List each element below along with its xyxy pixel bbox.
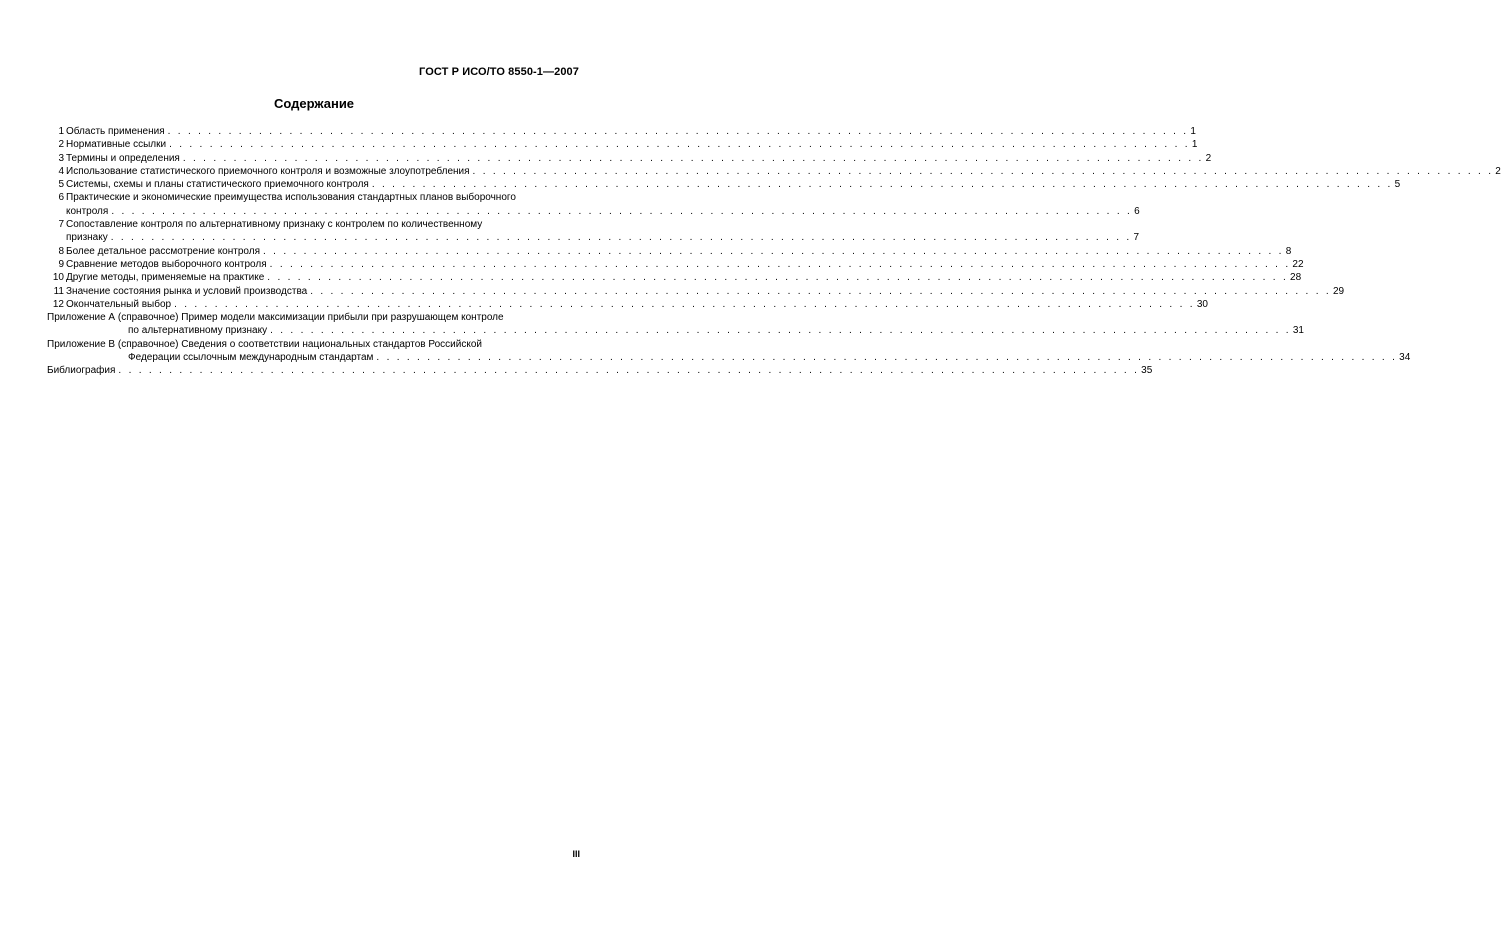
toc-entry-title: Использование статистического приемочного контроля и возможные злоупотребления — [66, 165, 470, 177]
dot-leader: . . . . . . . . . . . . . . . . . . . . . . . . . . . . . . . . . . . . . . . . . . . . . . . . . . . . . . . . . . . . . . . . . . . . . . . . . . . . . . . . . . . . . . . . . . . . . . . . . . . . . — [269, 258, 1291, 270]
toc-entry-title-continued: контроля — [66, 205, 109, 217]
toc-entry-title: Системы, схемы и планы статистического приемочного контроля — [66, 179, 369, 191]
toc-entry-page: 1 — [1191, 139, 1198, 151]
appendix-label: Приложение А (справочное) — [47, 312, 179, 324]
toc-entry — [47, 298, 1208, 311]
dot-leader: . . . . . . . . . . . . . . . . . . . . . . . . . . . . . . . . . . . . . . . . . . . . . . . . . . . . . . . . . . . . . . . . . . . . . . . . . . . . . . . . . . . . . . . . . . . . . . . . . . . . . — [167, 126, 1189, 137]
dot-leader: . . . . . . . . . . . . . . . . . . . . . . . . . . . . . . . . . . . . . . . . . . . . . . . . . . . . . . . . . . . . . . . . . . . . . . . . . . . . . . . . . . . . . . . . . . . . . . . . . . . . . — [270, 325, 1291, 337]
toc-entry — [47, 165, 1501, 178]
page-title: Содержание — [273, 96, 355, 111]
toc-entry-title: Более детальное рассмотрение контроля — [66, 245, 260, 257]
toc-entry-page: 6 — [1134, 205, 1140, 217]
toc-entry-page: 22 — [1292, 258, 1304, 270]
appendix-label: Приложение В (справочное) — [47, 338, 179, 350]
dot-leader: . . . . . . . . . . . . . . . . . . . . . . . . . . . . . . . . . . . . . . . . . . . . . . . . . . . . . . . . . . . . . . . . . . . . . . . . . . . . . . . . . . . . . . . . . . . . . . . . . . . . . — [376, 352, 1398, 364]
toc-entry — [47, 191, 1140, 218]
toc-entry-number: 3 — [58, 152, 64, 164]
dot-leader: . . . . . . . . . . . . . . . . . . . . . . . . . . . . . . . . . . . . . . . . . . . . . . . . . . . . . . . . . . . . . . . . . . . . . . . . . . . . . . . . . . . . . . . . . . . . . . . . . . . . . — [110, 232, 1132, 244]
toc-entry-number: 5 — [58, 179, 64, 191]
dot-leader: . . . . . . . . . . . . . . . . . . . . . . . . . . . . . . . . . . . . . . . . . . . . . . . . . . . . . . . . . . . . . . . . . . . . . . . . . . . . . . . . . . . . . . . . . . . . . . . . . . . . . — [472, 165, 1494, 177]
bibliography-page: 35 — [1141, 365, 1153, 377]
toc-entry — [47, 271, 1302, 284]
dot-leader: . . . . . . . . . . . . . . . . . . . . . . . . . . . . . . . . . . . . . . . . . . . . . . . . . . . . . . . . . . . . . . . . . . . . . . . . . . . . . . . . . . . . . . . . . . . . . . . . . . . . . — [267, 272, 1289, 284]
toc-entry-page: 29 — [1332, 285, 1345, 297]
bibliography-title: Библиография — [47, 365, 116, 377]
appendix-title: Пример модели максимизации прибыли при разрушающем контроле — [181, 312, 504, 324]
toc-entry-title: Значение состояния рынка и условий производства — [66, 285, 308, 297]
toc-entry — [47, 218, 1140, 245]
toc-bibliography — [47, 364, 1153, 377]
toc-entry-number: 11 — [53, 285, 64, 297]
dot-leader: . . . . . . . . . . . . . . . . . . . . . . . . . . . . . . . . . . . . . . . . . . . . . . . . . . . . . . . . . . . . . . . . . . . . . . . . . . . . . . . . . . . . . . . . . . . . . . . . . . . . . — [310, 285, 1331, 297]
toc-entry-page: 2 — [1495, 165, 1501, 177]
appendix-title-continued: Федерации ссылочным международным стандартам — [128, 352, 374, 364]
toc-entry — [47, 152, 1212, 165]
toc-entry-title-continued: признаку — [66, 232, 108, 244]
dot-leader: . . . . . . . . . . . . . . . . . . . . . . . . . . . . . . . . . . . . . . . . . . . . . . . . . . . . . . . . . . . . . . . . . . . . . . . . . . . . . . . . . . . . . . . . . . . . . . . . . . . . . — [118, 365, 1140, 377]
toc-entry-title: Окончательный выбор — [66, 298, 172, 310]
toc-entry-page: 30 — [1196, 298, 1208, 310]
dot-leader: . . . . . . . . . . . . . . . . . . . . . . . . . . . . . . . . . . . . . . . . . . . . . . . . . . . . . . . . . . . . . . . . . . . . . . . . . . . . . . . . . . . . . . . . . . . . . . . . . . . . . — [371, 179, 1393, 191]
toc-entry-number: 10 — [52, 272, 64, 284]
toc-appendix — [47, 338, 1411, 365]
appendix-page: 31 — [1292, 325, 1304, 337]
appendix-page: 34 — [1399, 352, 1411, 364]
toc-entry-title: Практические и экономические преимущества использования стандартных планов выборочного — [66, 192, 516, 204]
page-number: III — [572, 849, 580, 859]
toc-entry-page: 2 — [1205, 152, 1212, 164]
toc-entry — [47, 138, 1198, 151]
appendix-title-continued: по альтернативному признаку — [128, 325, 268, 337]
toc-entry-title: Нормативные ссылки — [66, 139, 167, 151]
toc-appendix — [47, 311, 1304, 338]
toc-entry-page: 7 — [1133, 232, 1140, 244]
toc-entry-number: 9 — [58, 258, 64, 270]
toc-entry-title: Сопоставление контроля по альтернативному признаку с контролем по количественному — [66, 219, 483, 231]
toc-entry — [47, 178, 1401, 191]
toc-entry-title: Термины и определения — [66, 152, 180, 164]
dot-leader: . . . . . . . . . . . . . . . . . . . . . . . . . . . . . . . . . . . . . . . . . . . . . . . . . . . . . . . . . . . . . . . . . . . . . . . . . . . . . . . . . . . . . . . . . . . . . . . . . . . . . — [182, 152, 1204, 164]
dot-leader: . . . . . . . . . . . . . . . . . . . . . . . . . . . . . . . . . . . . . . . . . . . . . . . . . . . . . . . . . . . . . . . . . . . . . . . . . . . . . . . . . . . . . . . . . . . . . . . . . . . . . — [174, 298, 1195, 310]
table-of-contents — [47, 125, 1501, 378]
toc-entry-number: 1 — [58, 126, 64, 137]
toc-entry-title: Сравнение методов выборочного контроля — [66, 258, 267, 270]
document-code: ГОСТ Р ИСО/ТО 8550-1—2007 — [419, 66, 579, 78]
dot-leader: . . . . . . . . . . . . . . . . . . . . . . . . . . . . . . . . . . . . . . . . . . . . . . . . . . . . . . . . . . . . . . . . . . . . . . . . . . . . . . . . . . . . . . . . . . . . . . . . . . . . . — [169, 139, 1190, 151]
dot-leader: . . . . . . . . . . . . . . . . . . . . . . . . . . . . . . . . . . . . . . . . . . . . . . . . . . . . . . . . . . . . . . . . . . . . . . . . . . . . . . . . . . . . . . . . . . . . . . . . . . . . . — [111, 205, 1133, 217]
toc-entry — [47, 125, 1196, 138]
toc-entry-number: 2 — [58, 139, 64, 151]
toc-entry-page: 1 — [1190, 126, 1196, 137]
toc-entry — [47, 258, 1304, 271]
toc-entry-title: Другие методы, применяемые на практике — [66, 272, 265, 284]
toc-entry — [47, 285, 1345, 298]
toc-entry-number: 7 — [58, 219, 64, 231]
toc-entry-page: 8 — [1285, 245, 1292, 257]
toc-entry-title: Область применения — [66, 126, 165, 137]
toc-entry-number: 4 — [58, 165, 64, 177]
toc-entry-number: 6 — [58, 192, 64, 204]
toc-entry-page: 28 — [1290, 272, 1302, 284]
toc-entry-number: 8 — [58, 245, 64, 257]
toc-entry — [47, 245, 1292, 258]
toc-entry-page: 5 — [1394, 179, 1401, 191]
appendix-title: Сведения о соответствии национальных стандартов Российской — [181, 338, 482, 350]
toc-entry-number: 12 — [52, 298, 64, 310]
dot-leader: . . . . . . . . . . . . . . . . . . . . . . . . . . . . . . . . . . . . . . . . . . . . . . . . . . . . . . . . . . . . . . . . . . . . . . . . . . . . . . . . . . . . . . . . . . . . . . . . . . . . . — [263, 245, 1284, 257]
